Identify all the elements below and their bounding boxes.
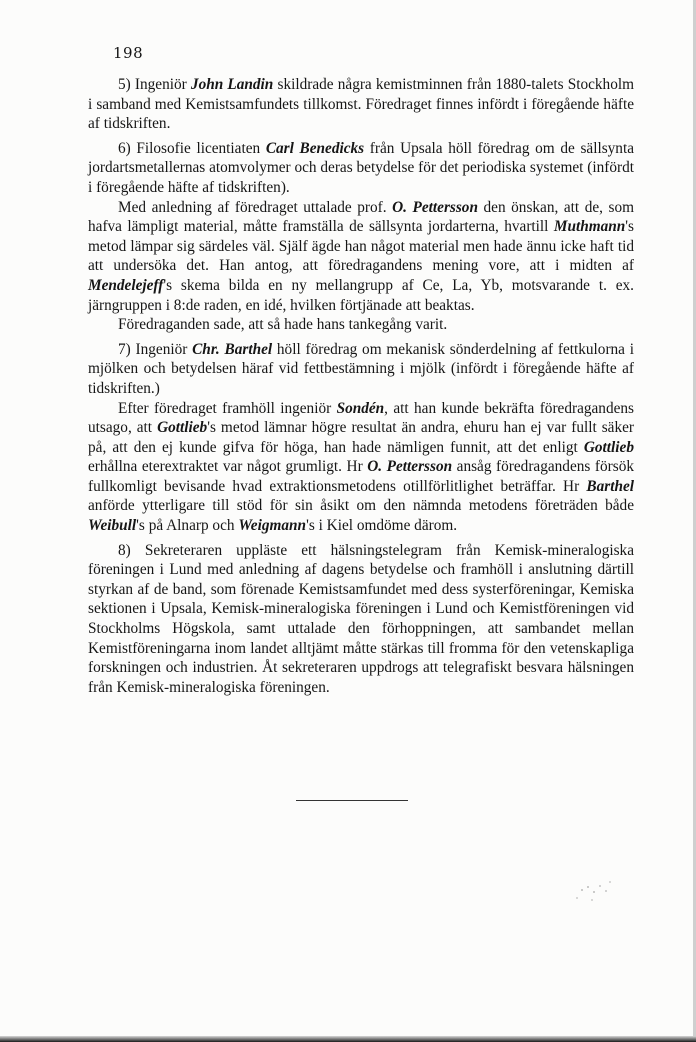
person-name: Mendelejeff [88,276,164,294]
text-run: Efter föredraget framhöll ingeniör [118,399,337,417]
text-run: höll föredrag om mekanisk sönderdelning af fettkulorna i mjölken och betydelsen häraf vid fettbestämning i mjölk (infördt i föregående häfte af tidskriften.) [88,340,634,397]
text-run: erhållna eterextraktet var något grumligt. Hr [88,458,368,476]
scan-edge-bottom [0,1036,696,1042]
paragraph [88,399,634,536]
text-run: , att han kunde bekräfta föredragandens utsago, att [88,399,634,437]
paragraph [88,541,634,698]
text-run: 8) Sekreteraren uppläste ett hälsningstelegram från Kemisk-mineralogiska föreningen i Lund med anledning af dagens betydelse och framhöll i anslutning därtill styrkan af de band, som förenade Kemistsamfundet med dess systerföreningar, Kemiska sektionen i Upsala, Kemisk-mineralogiska föreningen i Lund och Kemistföreningen vid Stockholms Högskola, samt uttalade den förhoppningen, att sambandet mellan Kemistföreningarna inom landet alltjämt måtte stärkas till fromma för den vetenskapliga forskningen och industrien. Åt sekreteraren uppdrogs att telegrafiskt besvara hälsningen från Kemisk-mineralogiska föreningen. [88,541,634,696]
paragraph [88,198,634,316]
person-name: Gottlieb [157,419,208,437]
text-run: 's skema bilda en ny mellangrupp af Ce, La, Yb, motsvarande t. ex. järngruppen i 8:de raden, en idé, hvilken förtjänade att beaktas. [88,276,634,314]
person-name: Gottlieb [583,438,634,456]
text-run: Föredraganden sade, att så hade hans tankegång varit. [118,316,448,334]
text-run: 's metod lämpar sig särdeles väl. Själf ägde han något material men hade ännu icke haft tid att undersöka det. Han antog, att föredragandens mening vore, att i midten af [88,218,634,275]
person-name: John Landin [190,76,274,93]
text-run: 's i Kiel omdöme därom. [306,517,458,535]
person-name: Weibull [88,517,137,535]
person-name: O. Pettersson [392,198,478,216]
text-run: skildrade några kemistminnen från 1880-talets Stockholm i samband med Kemistsamfundets tillkomst. Föredraget finnes infördt i föregående häfte af tidskriften. [88,76,634,133]
text-run: 7) Ingeniör [118,340,193,358]
text-run: den önskan, att de, som hafva lämpligt material, måtte framställa de sällsynta jordarterna, hvartill [88,198,635,236]
section-divider [296,800,408,801]
text-run: anförde ytterligare till stöd för sin åsikt om den nämnda metodens företräden både [88,497,634,515]
paragraph [88,139,634,198]
person-name: O. Pettersson [367,458,453,476]
text-run: 's metod lämnar högre resultat än andra, ehuru han ej var fullt säker på, att den ej kunde gifva för höga, han hade nämligen funnit, att det enligt [88,419,634,456]
page-number: 198 [113,44,144,62]
paragraph [88,75,634,134]
person-name: Chr. Barthel [192,340,273,358]
body-text [88,75,634,697]
paragraph [88,315,634,335]
faint-stamp-mark [552,870,632,910]
text-run: ansåg föredragandens försök fullkomligt bevisande hvad extraktionsmetodens otillförlitlighet beträffar. Hr [88,458,634,495]
person-name: Barthel [586,477,634,495]
text-run: 's på Alnarp och [136,517,239,535]
person-name: Sondén [336,399,385,417]
text-run: 5) Ingeniör [118,76,191,93]
person-name: Weigmann [238,517,307,535]
paragraph [88,340,634,399]
person-name: Muthmann [553,218,626,236]
person-name: Carl Benedicks [265,139,365,157]
text-run: Med anledning af föredraget uttalade prof. [118,198,393,216]
text-run: från Upsala höll föredrag om de sällsynta jordartsmetallernas atomvolymer och deras betydelse för det periodiska systemet (infördt i föregående häfte af tidskriften). [88,139,634,196]
text-run: 6) Filosofie licentiaten [118,139,266,157]
